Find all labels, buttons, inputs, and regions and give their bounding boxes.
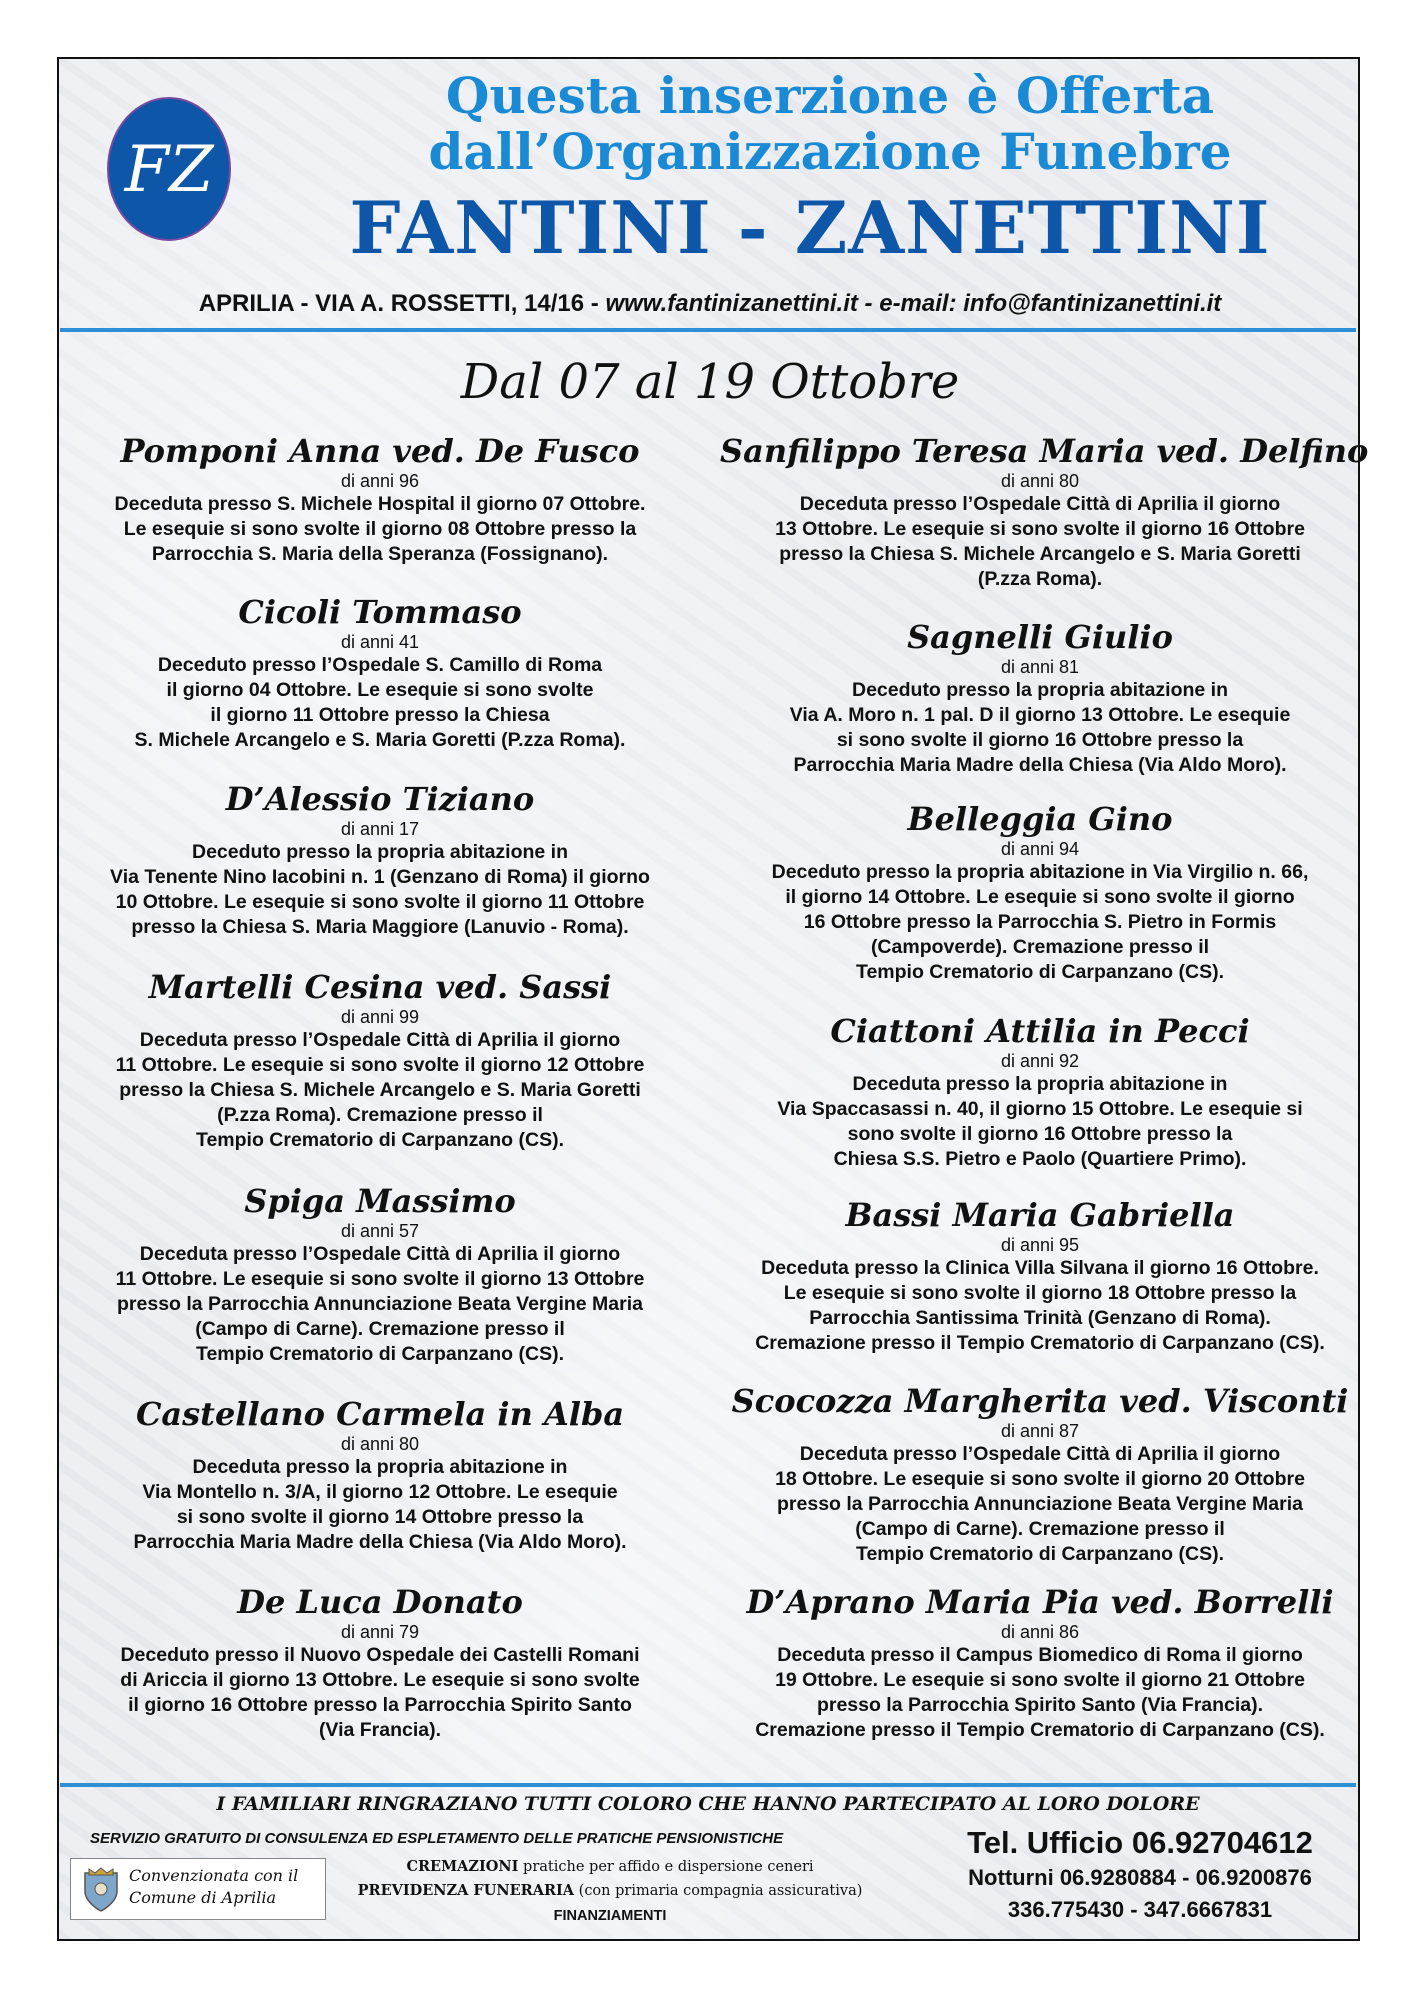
deceased-name: Spiga Massimo: [244, 1182, 516, 1220]
deceased-age: di anni 80: [1000, 471, 1080, 491]
deceased-name: Pomponi Anna ved. De Fusco: [120, 432, 640, 470]
obituary-entry: [60, 432, 700, 567]
period-title: Dal 07 al 19 Ottobre: [460, 354, 960, 410]
deceased-name: Ciattoni Attilia in Pecci: [830, 1012, 1250, 1050]
obituary-entry: [720, 1583, 1360, 1743]
finanziamenti-note: FINANZIAMENTI: [553, 1908, 667, 1924]
obituary-text: Deceduta presso l’Ospedale Città di Aprilia il giorno 11 Ottobre. Le esequie si sono svolte il giorno 13 Ottobre presso la Parrocchia Annunciazione Beata Vergine Maria (Campo di Carne). Cremazione presso il Tempio Crematorio di Carpanzano (CS).: [115, 1243, 645, 1365]
obituary-entry: [720, 618, 1360, 778]
deceased-age: di anni 99: [340, 1007, 420, 1027]
deceased-age: di anni 92: [1000, 1051, 1080, 1071]
obituary-text: Deceduta presso il Campus Biomedico di Roma il giorno 19 Ottobre. Le esequie si sono svolte il giorno 21 Ottobre presso la Parrocchia Spirito Santo (Via Francia). Cremazione presso il Tempio Crematorio di Carpanzano (CS).: [755, 1644, 1325, 1741]
deceased-name: Sagnelli Giulio: [907, 618, 1173, 656]
service-note: SERVIZIO GRATUITO DI CONSULENZA ED ESPLETAMENTO DELLE PRATICHE PENSIONISTICHE: [90, 1830, 784, 1847]
obituary-text: Deceduta presso l’Ospedale Città di Aprilia il giorno 11 Ottobre. Le esequie si sono svolte il giorno 12 Ottobre presso la Chiesa S. Michele Arcangelo e S. Maria Goretti (P.zza Roma). Cremazione presso il Tempio Crematorio di Carpanzano (CS).: [115, 1029, 645, 1151]
deceased-name: Sanfilippo Teresa Maria ved. Delfino: [720, 432, 1369, 470]
deceased-name: Martelli Cesina ved. Sassi: [148, 968, 612, 1006]
deceased-name: D’Alessio Tiziano: [225, 780, 535, 818]
obituary-text: Deceduta presso la propria abitazione in Via Spaccasassi n. 40, il giorno 15 Ottobre. Le esequie si sono svolte il giorno 16 Ottobre presso la Chiesa S.S. Pietro e Paolo (Quartiere Primo).: [777, 1073, 1303, 1170]
obituary-text: Deceduta presso S. Michele Hospital il giorno 07 Ottobre. Le esequie si sono svolte il giorno 08 Ottobre presso la Parrocchia S. Maria della Speranza (Fossignano).: [114, 493, 646, 565]
deceased-name: De Luca Donato: [237, 1583, 523, 1621]
deceased-name: D’Aprano Maria Pia ved. Borrelli: [746, 1583, 1334, 1621]
address-line: [70, 290, 1350, 318]
obituary-entry: [60, 968, 700, 1153]
crest-icon: [81, 1867, 121, 1913]
deceased-age: di anni 87: [1000, 1421, 1080, 1441]
cremazioni-label: CREMAZIONI: [406, 1858, 519, 1875]
obituary-entry: [60, 1182, 700, 1367]
deceased-name: Belleggia Gino: [907, 800, 1173, 838]
thanks-banner: I FAMILIARI RINGRAZIANO TUTTI COLORO CHE HANNO PARTECIPATO AL LORO DOLORE: [216, 1793, 1200, 1815]
phone-block: [920, 1824, 1360, 1926]
obituary-entry: [720, 1196, 1360, 1356]
obituary-entry: [720, 800, 1360, 985]
deceased-name: Castellano Carmela in Alba: [135, 1395, 625, 1433]
obituary-entry: [60, 780, 700, 940]
obituary-text: Deceduta presso l’Ospedale Città di Aprilia il giorno 13 Ottobre. Le esequie si sono svolte il giorno 16 Ottobre presso la Chiesa S. Michele Arcangelo e S. Maria Goretti (P.zza Roma).: [775, 493, 1305, 590]
comune-badge: [70, 1858, 326, 1920]
cremazioni-note: [330, 1858, 890, 1875]
deceased-age: di anni 95: [1000, 1235, 1080, 1255]
obituary-text: Deceduta presso la propria abitazione in Via Montello n. 3/A, il giorno 12 Ottobre. Le esequie si sono svolte il giorno 14 Ottobre presso la Parrocchia Maria Madre della Chiesa (Via Aldo Moro).: [133, 1456, 627, 1553]
deceased-age: di anni 17: [340, 819, 420, 839]
deceased-age: di anni 80: [340, 1434, 420, 1454]
office-phone: Tel. Ufficio 06.92704612: [967, 1825, 1313, 1860]
logo-text: FZ: [124, 133, 214, 207]
obituary-text: Deceduto presso l’Ospedale S. Camillo di Roma il giorno 04 Ottobre. Le esequie si sono svolte il giorno 11 Ottobre presso la Chiesa S. Michele Arcangelo e S. Maria Goretti (P.zza Roma).: [134, 654, 626, 751]
deceased-age: di anni 41: [340, 632, 420, 652]
header-divider: [60, 328, 1356, 332]
obituary-text: Deceduto presso il Nuovo Ospedale dei Castelli Romani di Ariccia il giorno 13 Ottobre. Le esequie si sono svolte il giorno 16 Ottobre presso la Parrocchia Spirito Santo (Via Francia).: [120, 1644, 640, 1741]
headline-line2: dall’Organizzazione Funebre: [428, 122, 1232, 181]
deceased-age: di anni 81: [1000, 657, 1080, 677]
deceased-age: di anni 94: [1000, 839, 1080, 859]
obituary-entry: [60, 1395, 700, 1555]
previdenza-label: PREVIDENZA FUNERARIA: [357, 1882, 575, 1899]
fz-logo: [105, 95, 233, 243]
footer-divider: [60, 1783, 1356, 1787]
deceased-age: di anni 96: [340, 471, 420, 491]
night-phones: Notturni 06.9280884 - 06.9200876: [968, 1865, 1312, 1890]
obituary-entry: [60, 1583, 700, 1743]
deceased-age: di anni 86: [1000, 1622, 1080, 1642]
deceased-age: di anni 79: [340, 1622, 420, 1642]
obituary-text: Deceduta presso la Clinica Villa Silvana il giorno 16 Ottobre. Le esequie si sono svolte il giorno 18 Ottobre presso la Parrocchia Santissima Trinità (Genzano di Roma). Cremazione presso il Tempio Crematorio di Carpanzano (CS).: [755, 1257, 1325, 1354]
comune-line2: Comune di Aprilia: [129, 1888, 276, 1907]
deceased-name: Scocozza Margherita ved. Visconti: [731, 1382, 1349, 1420]
obituary-entry: [60, 593, 700, 753]
obituary-entry: [720, 1012, 1360, 1172]
obituary-entry: [720, 432, 1369, 592]
obituary-text: Deceduta presso l’Ospedale Città di Aprilia il giorno 18 Ottobre. Le esequie si sono svolte il giorno 20 Ottobre presso la Parrocchia Annunciazione Beata Vergine Maria (Campo di Carne). Cremazione presso il Tempio Crematorio di Carpanzano (CS).: [775, 1443, 1305, 1565]
street-address: APRILIA - VIA A. ROSSETTI, 14/16 -: [198, 290, 599, 317]
obituary-entry: [720, 1382, 1360, 1567]
deceased-name: Cicoli Tommaso: [238, 593, 522, 631]
previdenza-detail: (con primaria compagnia assicurativa): [574, 1883, 863, 1899]
deceased-age: di anni 57: [340, 1221, 420, 1241]
obituary-text: Deceduto presso la propria abitazione in Via A. Moro n. 1 pal. D il giorno 13 Ottobre. Le esequie si sono svolte il giorno 16 Ottobre presso la Parrocchia Maria Madre della Chiesa (Via Aldo Moro).: [789, 679, 1291, 776]
obituary-text: Deceduto presso la propria abitazione in Via Tenente Nino Iacobini n. 1 (Genzano di Roma) il giorno 10 Ottobre. Le esequie si sono svolte il giorno 11 Ottobre presso la Chiesa S. Maria Maggiore (Lanuvio - Roma).: [110, 841, 650, 938]
cremazioni-detail: pratiche per affido e dispersione ceneri: [518, 1859, 814, 1875]
deceased-name: Bassi Maria Gabriella: [845, 1196, 1235, 1234]
brand-name: FANTINI - ZANETTINI: [349, 185, 1271, 270]
comune-line1: Convenzionata con il: [129, 1866, 299, 1885]
mobile-phones: 336.775430 - 347.6667831: [1007, 1897, 1273, 1922]
headline-line1: Questa inserzione è Offerta: [445, 66, 1215, 125]
previdenza-note: [330, 1882, 890, 1899]
contact-web-email: www.fantinizanettini.it - e-mail: info@fantinizanettini.it: [605, 290, 1222, 317]
obituary-text: Deceduto presso la propria abitazione in Via Virgilio n. 66, il giorno 14 Ottobre. Le esequie si sono svolte il giorno 16 Ottobre presso la Parrocchia S. Pietro in Formis (Campoverde). Cremazione presso il Tempio Crematorio di Carpanzano (CS).: [771, 861, 1309, 983]
